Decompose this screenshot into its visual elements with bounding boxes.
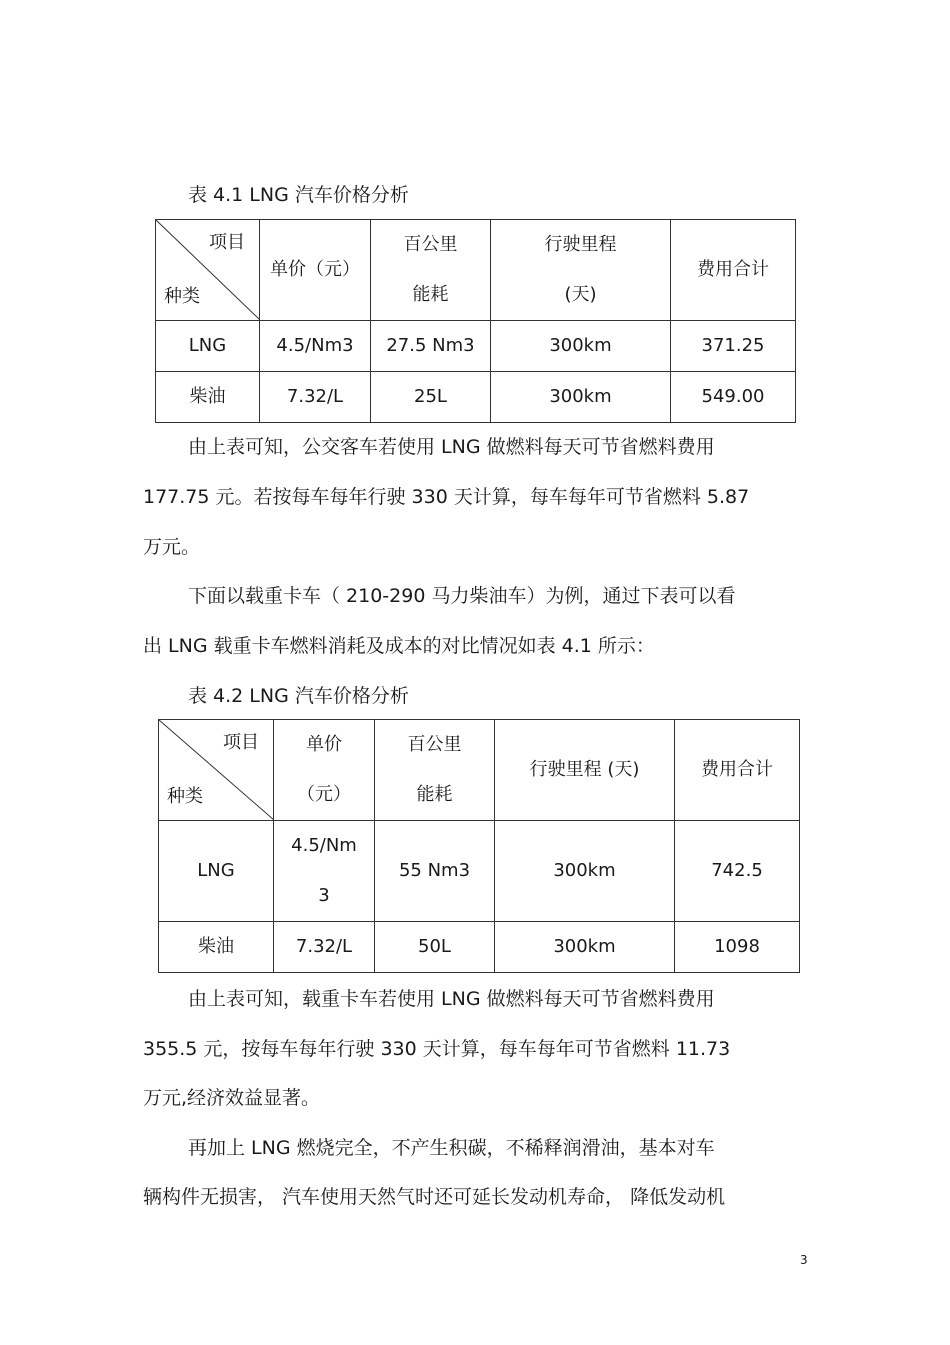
table2-corner-row-label: 种类 [167, 786, 203, 807]
page-number: 3 [800, 1253, 808, 1267]
table2-header-text: 费用合计 [701, 759, 773, 780]
paragraph1-line3: 万元。 [143, 536, 201, 558]
table1-cell: 549.00 [671, 372, 796, 423]
table1-cell: 300km [491, 321, 671, 372]
table1-corner-header: 项目 [209, 232, 245, 253]
table2 [158, 719, 800, 973]
paragraph2-line2: 出 LNG 载重卡车燃料消耗及成本的对比情况如表 4.1 所示： [143, 635, 655, 657]
table-row [159, 821, 800, 922]
table2-header-text: 百公里 能耗 [407, 734, 462, 805]
table1-corner-row-label: 种类 [164, 286, 200, 307]
table1-header-row [156, 220, 796, 321]
table2-corner-header: 项目 [223, 732, 259, 753]
table2-cell: 742.5 [675, 821, 800, 922]
paragraph2-line1: 下面以载重卡车（ 210-290 马力柴油车）为例，通过下表可以看 [188, 585, 736, 607]
table2-header-row [159, 720, 800, 821]
table1-cell: 4.5/Nm3 [260, 321, 371, 372]
table2-cell: 50L [375, 922, 495, 973]
table2-cell: 7.32/L [274, 922, 375, 973]
table1-cell: 27.5 Nm3 [371, 321, 491, 372]
table1-cell: 300km [491, 372, 671, 423]
table2-header-text: 行驶里程 (天) [529, 759, 640, 780]
table2-header-cell [675, 720, 800, 821]
table1-header-cell [491, 220, 671, 321]
table2-header-text: 单价 （元） [297, 734, 351, 805]
table-row [156, 321, 796, 372]
paragraph3-line1: 由上表可知，载重卡车若使用 LNG 做燃料每天可节省燃料费用 [188, 988, 715, 1010]
table1-cell: LNG [156, 321, 260, 372]
table2-cell: 300km [495, 821, 675, 922]
table2-caption: 表 4.2 LNG 汽车价格分析 [188, 685, 409, 707]
table1-cell: 7.32/L [260, 372, 371, 423]
table2-cell: 柴油 [159, 922, 274, 973]
paragraph4-line2: 辆构件无损害， 汽车使用天然气时还可延长发动机寿命， 降低发动机 [143, 1186, 726, 1208]
paragraph4-line1: 再加上 LNG 燃烧完全，不产生积碳，不稀释润滑油，基本对车 [188, 1137, 715, 1159]
table1 [155, 219, 796, 423]
table1-cell: 柴油 [156, 372, 260, 423]
paragraph1-line1: 由上表可知，公交客车若使用 LNG 做燃料每天可节省燃料费用 [188, 436, 715, 458]
table2-header-cell [375, 720, 495, 821]
table2-header-cell [495, 720, 675, 821]
table1-header-text: 费用合计 [697, 259, 769, 280]
paragraph1-line2: 177.75 元。若按每车每年行驶 330 天计算，每车每年可节省燃料 5.87 [143, 486, 750, 508]
table1-header-cell [371, 220, 491, 321]
paragraph3-line2: 355.5 元，按每车每年行驶 330 天计算，每车每年可节省燃料 11.73 [143, 1038, 731, 1060]
table2-cell: 55 Nm3 [375, 821, 495, 922]
table2-cell: 1098 [675, 922, 800, 973]
paragraph3-line3: 万元,经济效益显著。 [143, 1087, 321, 1109]
table2-corner-cell [159, 720, 274, 821]
table2-cell-text: 4.5/Nm 3 [291, 835, 357, 906]
table1-cell: 371.25 [671, 321, 796, 372]
table1-header-text: 行驶里程 (天) [544, 234, 617, 305]
table-row [159, 922, 800, 973]
table1-cell: 25L [371, 372, 491, 423]
table1-corner-cell [156, 220, 260, 321]
table1-header-text: 单价（元） [270, 259, 360, 280]
table2-header-cell [274, 720, 375, 821]
table2-cell [274, 821, 375, 922]
table1-header-cell [671, 220, 796, 321]
table-row [156, 372, 796, 423]
table2-cell: 300km [495, 922, 675, 973]
table1-caption: 表 4.1 LNG 汽车价格分析 [188, 184, 409, 206]
table1-header-text: 百公里 能耗 [403, 234, 458, 305]
table2-cell: LNG [159, 821, 274, 922]
table1-header-cell [260, 220, 371, 321]
